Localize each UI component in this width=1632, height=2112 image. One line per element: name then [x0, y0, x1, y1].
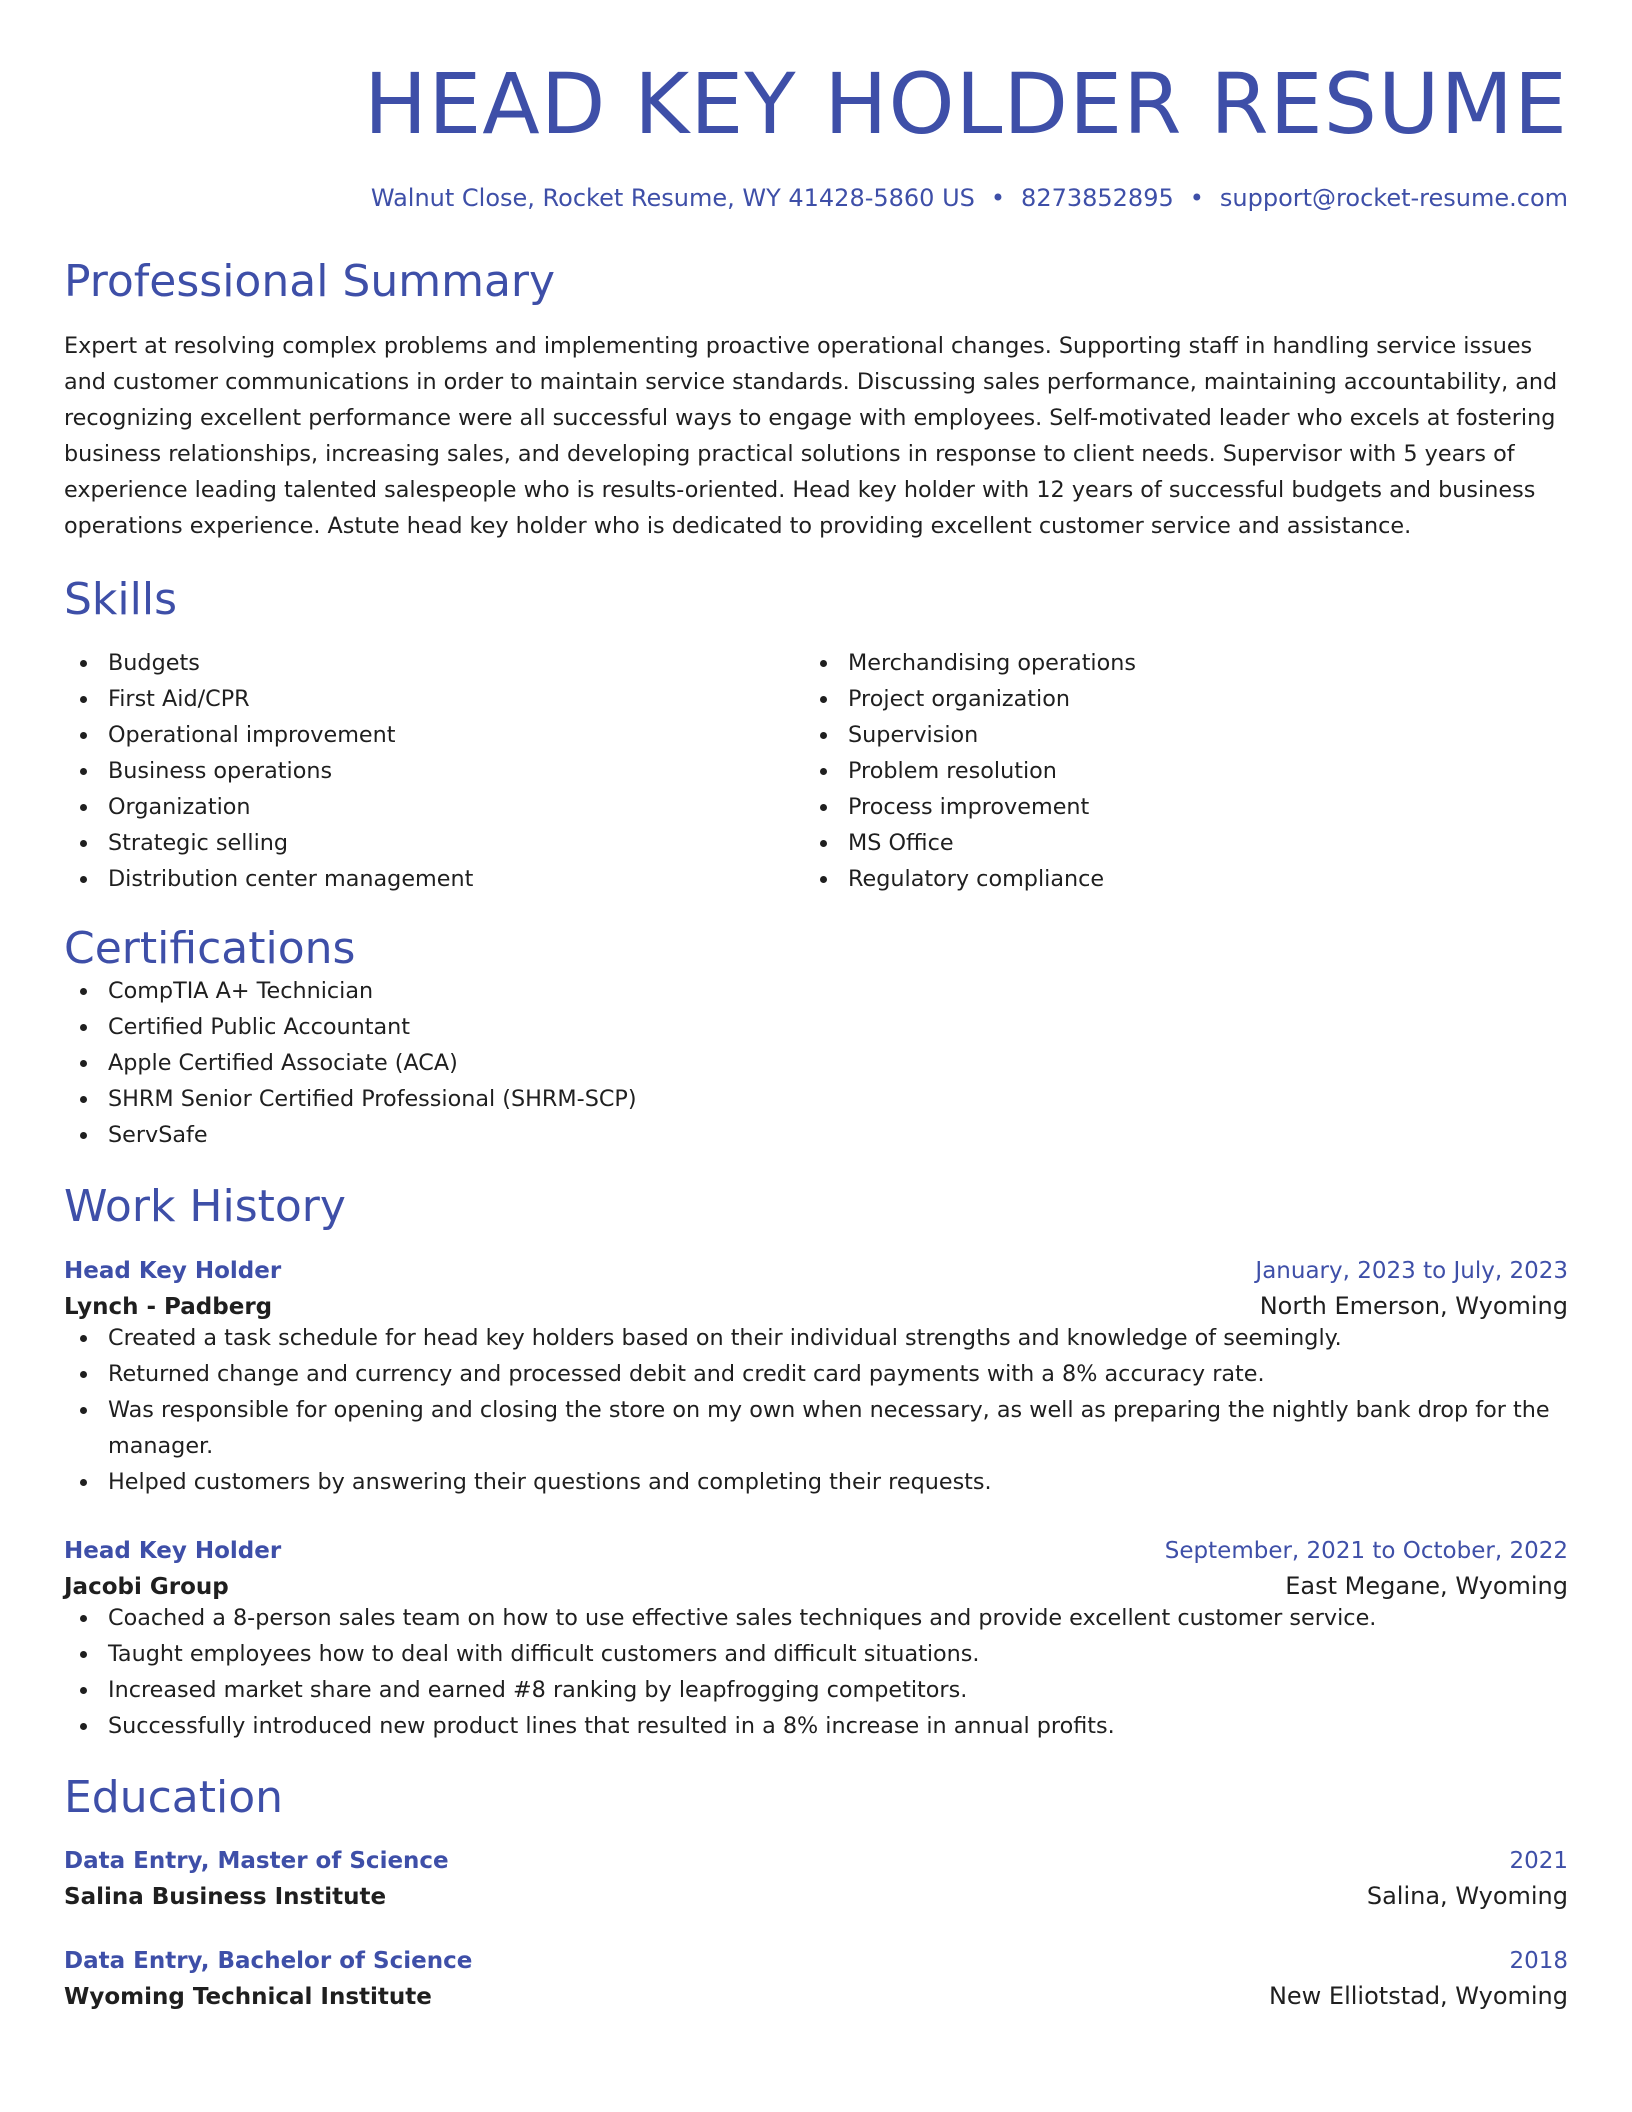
contact-separator: •	[1189, 184, 1204, 212]
job-dates: September, 2021 to October, 2022	[1164, 1537, 1568, 1564]
job-duty-item: Created a task schedule for head key holders based on their individual strengths and knowledge of seemingly.	[64, 1320, 1568, 1356]
job-duty-item: Coached a 8-person sales team on how to use effective sales techniques and provide excellent customer service.	[64, 1600, 1568, 1636]
certification-item: Apple Certified Associate (ACA)	[64, 1045, 1568, 1081]
job-duty-item: Helped customers by answering their questions and completing their requests.	[64, 1464, 1568, 1500]
job-company: Jacobi Group	[64, 1573, 229, 1600]
job-duty-item: Increased market share and earned #8 ranking by leapfrogging competitors.	[64, 1672, 1568, 1708]
certification-item: ServSafe	[64, 1117, 1568, 1153]
education-school-row	[64, 1882, 1568, 1910]
job-duties-list	[64, 1600, 1568, 1744]
education-school: Salina Business Institute	[64, 1883, 387, 1910]
skill-item: Regulatory compliance	[804, 861, 1544, 897]
skill-item: MS Office	[804, 825, 1544, 861]
skill-item: Operational improvement	[64, 717, 804, 753]
skill-item: Supervision	[804, 717, 1544, 753]
contact-line	[64, 184, 1568, 212]
job-entry	[64, 1258, 1568, 1500]
certifications-section	[64, 922, 1568, 1153]
job-entry	[64, 1538, 1568, 1744]
education-location: New Elliotstad, Wyoming	[1268, 1981, 1568, 2010]
contact-email[interactable]: support@rocket-resume.com	[1219, 184, 1568, 212]
skill-item: Distribution center management	[64, 861, 804, 897]
skill-item: Organization	[64, 789, 804, 825]
summary-section	[64, 258, 1568, 544]
certifications-list	[64, 973, 1568, 1153]
job-duty-item: Was responsible for opening and closing the store on my own when necessary, as well as preparing the nightly bank drop for the manager.	[64, 1392, 1568, 1464]
job-title: Head Key Holder	[64, 1257, 282, 1284]
job-header-row	[64, 1258, 1568, 1284]
skill-item: Problem resolution	[804, 753, 1544, 789]
education-school-row	[64, 1982, 1568, 2010]
job-duties-list	[64, 1320, 1568, 1500]
certifications-heading: Certifications	[64, 922, 356, 974]
education-entry	[64, 1848, 1568, 1910]
skills-section	[64, 576, 1568, 896]
summary-heading: Professional Summary	[64, 256, 556, 307]
education-entry	[64, 1948, 1568, 2010]
contact-separator: •	[990, 184, 1006, 212]
resume-header	[64, 55, 1568, 212]
education-location: Salina, Wyoming	[1366, 1881, 1568, 1910]
skill-item: First Aid/CPR	[64, 681, 804, 717]
job-company: Lynch - Padberg	[64, 1293, 273, 1320]
education-section	[64, 1771, 1568, 2010]
education-year: 2018	[1509, 1947, 1568, 1974]
job-dates: January, 2023 to July, 2023	[1255, 1257, 1568, 1284]
skill-item: Process improvement	[804, 789, 1544, 825]
education-year: 2021	[1509, 1847, 1568, 1874]
work-history-heading: Work History	[64, 1181, 346, 1233]
skills-grid	[64, 645, 1568, 897]
page-title: HEAD KEY HOLDER RESUME	[364, 55, 1568, 153]
skill-item: Strategic selling	[64, 825, 804, 861]
summary-text: Expert at resolving complex problems and implementing proactive operational changes. Supporting staff in handling service issues and customer communications in order to maintain service standards. Discussing sales performance, maintaining accountability, and recognizing excellent performance were all successful ways to engage with employees. Self-motivated leader who excels at fostering business relationships, increasing sales, and developing practical solutions in response to client needs. Supervisor with 5 years of experience leading talented salespeople who is results-oriented. Head key holder with 12 years of successful budgets and business operations experience. Astute head key holder who is dedicated to providing excellent customer service and assistance.	[64, 333, 1558, 540]
contact-address: Walnut Close, Rocket Resume, WY 41428-5860 US	[370, 184, 975, 212]
work-history-section	[64, 1183, 1568, 1743]
job-header-row	[64, 1538, 1568, 1564]
education-header-row	[64, 1948, 1568, 1974]
education-heading: Education	[64, 1771, 284, 1823]
contact-phone: 8273852895	[1021, 184, 1174, 212]
skill-item: Merchandising operations	[804, 645, 1544, 681]
job-company-row	[64, 1292, 1568, 1320]
certification-item: Certified Public Accountant	[64, 1009, 1568, 1045]
skill-item: Business operations	[64, 753, 804, 789]
job-company-row	[64, 1572, 1568, 1600]
education-school: Wyoming Technical Institute	[64, 1983, 432, 2010]
job-duty-item: Taught employees how to deal with difficult customers and difficult situations.	[64, 1636, 1568, 1672]
job-title: Head Key Holder	[64, 1537, 282, 1564]
education-degree: Data Entry, Master of Science	[64, 1847, 449, 1874]
job-location: North Emerson, Wyoming	[1259, 1291, 1568, 1320]
skill-item: Budgets	[64, 645, 804, 681]
skills-right-list	[804, 645, 1544, 897]
certification-item: SHRM Senior Certified Professional (SHRM-SCP)	[64, 1081, 1568, 1117]
skills-heading: Skills	[64, 574, 178, 626]
education-header-row	[64, 1848, 1568, 1874]
certification-item: CompTIA A+ Technician	[64, 973, 1568, 1009]
education-degree: Data Entry, Bachelor of Science	[64, 1947, 473, 1974]
skill-item: Project organization	[804, 681, 1544, 717]
skills-left-list	[64, 645, 804, 897]
job-location: East Megane, Wyoming	[1285, 1571, 1568, 1600]
job-duty-item: Returned change and currency and processed debit and credit card payments with a 8% accuracy rate.	[64, 1356, 1568, 1392]
job-duty-item: Successfully introduced new product lines that resulted in a 8% increase in annual profits.	[64, 1708, 1568, 1744]
